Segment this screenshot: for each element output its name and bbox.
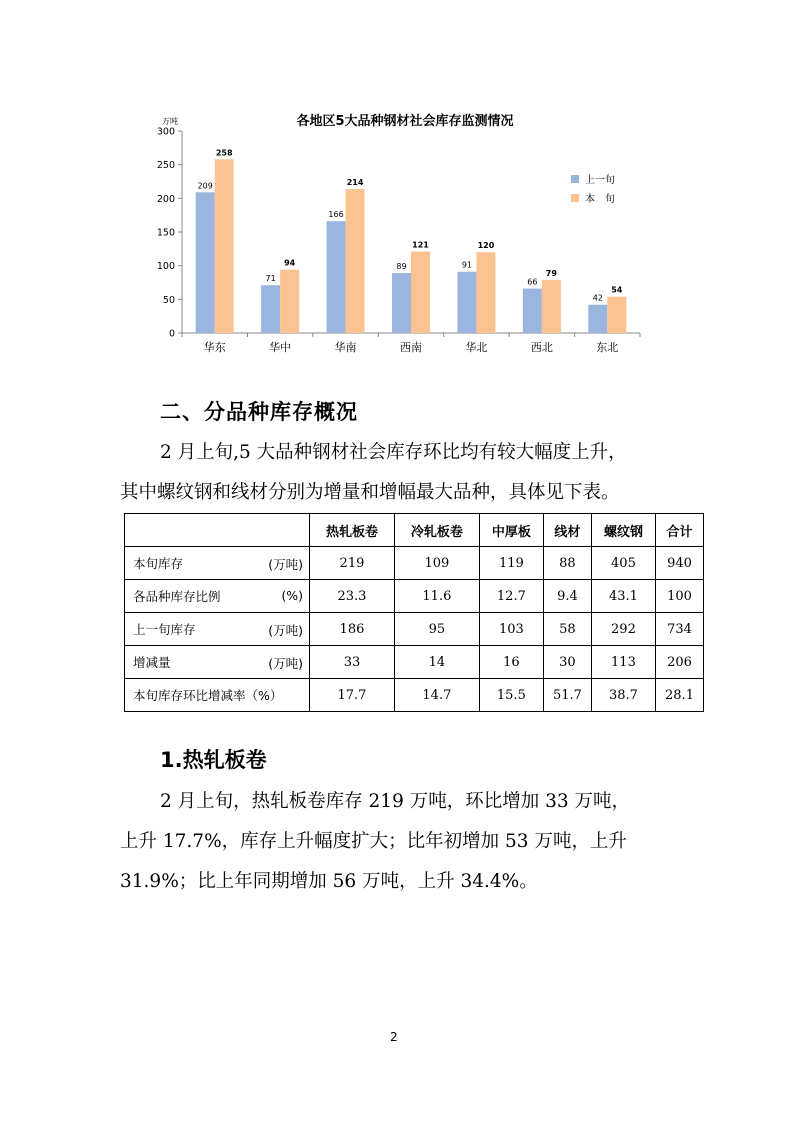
table-row [125, 580, 704, 613]
row-unit: (%) [281, 588, 303, 603]
y-tick-label: 50 [162, 294, 175, 306]
inventory-table [124, 513, 704, 712]
row-label-cell [125, 679, 310, 712]
bar [196, 192, 215, 333]
bar [411, 252, 430, 333]
x-tick-label: 东北 [596, 341, 619, 354]
bar-value-label: 91 [461, 260, 473, 270]
table-cell: 33 [310, 646, 395, 679]
paragraph-line: 2 月上旬,5 大品种钢材社会库存环比均有较大幅度上升， [160, 442, 627, 463]
table-cell: 734 [656, 613, 704, 646]
row-label: 本旬库存环比增减率（%） [133, 688, 283, 703]
bar-value-label: 42 [592, 293, 603, 303]
table-cell: 206 [656, 646, 704, 679]
table-cell: 14 [394, 646, 479, 679]
table-header-cell: 中厚板 [479, 514, 543, 547]
bar-value-label: 66 [527, 277, 538, 287]
table-cell: 103 [479, 613, 543, 646]
table-row [125, 679, 704, 712]
table-cell: 43.1 [591, 580, 655, 613]
table-cell: 51.7 [543, 679, 591, 712]
bar [588, 305, 607, 333]
bar [607, 297, 626, 333]
table-cell: 9.4 [543, 580, 591, 613]
x-tick-label: 华中 [269, 341, 292, 354]
row-label-cell [125, 547, 310, 580]
table-cell: 58 [543, 613, 591, 646]
section-title: 二、分品种库存概况 [160, 400, 358, 424]
row-label: 本旬库存 [133, 556, 184, 571]
bar-value-label: 258 [215, 148, 233, 158]
table-cell: 95 [394, 613, 479, 646]
table-header-cell: 线材 [543, 514, 591, 547]
legend-label: 上一旬 [585, 175, 615, 186]
bar [261, 285, 280, 333]
y-tick-label: 250 [156, 160, 175, 172]
bar [346, 189, 365, 333]
table-header-cell: 冷轧板卷 [394, 514, 479, 547]
paragraph-line: 其中螺纹钢和线材分别为增量和增幅最大品种，具体见下表。 [120, 482, 620, 503]
bar-value-label: 94 [284, 258, 296, 268]
table-cell: 28.1 [656, 679, 704, 712]
bar [457, 272, 476, 333]
table-cell: 88 [543, 547, 591, 580]
table-cell: 23.3 [310, 580, 395, 613]
table-cell: 109 [394, 547, 479, 580]
x-tick-label: 西北 [530, 341, 553, 354]
row-unit: (万吨) [268, 557, 303, 572]
table-cell: 15.5 [479, 679, 543, 712]
chart-title: 各地区5大品种钢材社会库存监测情况 [296, 114, 514, 129]
x-tick-label: 华南 [334, 341, 357, 354]
table-row [125, 646, 704, 679]
row-unit: (万吨) [268, 656, 303, 671]
bar [523, 289, 542, 333]
bar [280, 270, 299, 333]
table-cell: 16 [479, 646, 543, 679]
row-label: 各品种库存比例 [133, 589, 221, 604]
table-cell: 14.7 [394, 679, 479, 712]
x-tick-label: 西南 [400, 341, 422, 354]
table-cell: 405 [591, 547, 655, 580]
bar-value-label: 54 [611, 285, 623, 295]
table-cell: 292 [591, 613, 655, 646]
legend-swatch [571, 194, 579, 202]
table-cell: 219 [310, 547, 395, 580]
table-cell: 11.6 [394, 580, 479, 613]
table-header-cell: 热轧板卷 [310, 514, 395, 547]
y-tick-label: 100 [156, 261, 175, 273]
table-row [125, 547, 704, 580]
bar [476, 252, 495, 333]
table-cell: 100 [656, 580, 704, 613]
bar-value-label: 79 [545, 268, 557, 278]
paragraph-line: 2 月上旬，热轧板卷库存 219 万吨，环比增加 33 万吨， [160, 791, 631, 812]
y-axis-unit: 万吨 [162, 117, 178, 126]
table-header-row [125, 514, 704, 547]
legend-swatch [571, 175, 579, 183]
bar-value-label: 214 [346, 177, 364, 187]
row-label-cell [125, 613, 310, 646]
bar-value-label: 71 [265, 274, 276, 284]
table-cell: 38.7 [591, 679, 655, 712]
row-label: 增减量 [133, 655, 171, 670]
table-header-cell [125, 514, 310, 547]
legend-label: 本 旬 [585, 194, 615, 205]
table-cell: 940 [656, 547, 704, 580]
y-tick-label: 0 [168, 328, 175, 340]
table-cell: 113 [591, 646, 655, 679]
bar [327, 221, 346, 333]
bar [215, 159, 234, 333]
bar [542, 280, 561, 333]
table-header-cell: 合计 [656, 514, 704, 547]
table-cell: 17.7 [310, 679, 395, 712]
bar-value-label: 120 [477, 241, 495, 251]
bar-value-label: 166 [328, 210, 344, 220]
table-cell: 12.7 [479, 580, 543, 613]
bar [392, 273, 411, 333]
y-tick-label: 200 [156, 193, 175, 205]
paragraph-line: 31.9%；比上年同期增加 56 万吨，上升 34.4%。 [120, 871, 538, 892]
row-label: 上一旬库存 [133, 622, 196, 637]
x-tick-label: 华东 [203, 341, 226, 354]
bar-value-label: 209 [197, 181, 213, 191]
row-label-cell [125, 646, 310, 679]
x-tick-label: 华北 [465, 341, 488, 354]
table-cell: 119 [479, 547, 543, 580]
page-number: 2 [390, 1030, 398, 1044]
subsection-title: 1.热轧板卷 [160, 748, 267, 772]
inventory-bar-chart [150, 105, 670, 365]
paragraph-line: 上升 17.7%，库存上升幅度扩大；比年初增加 53 万吨，上升 [120, 831, 627, 852]
bar-value-label: 121 [412, 240, 429, 250]
table-cell: 30 [543, 646, 591, 679]
bar-value-label: 89 [396, 262, 407, 272]
row-label-cell [125, 580, 310, 613]
table-cell: 186 [310, 613, 395, 646]
row-unit: (万吨) [268, 623, 303, 638]
y-tick-label: 300 [156, 126, 175, 138]
table-row [125, 613, 704, 646]
y-tick-label: 150 [156, 227, 175, 239]
table-header-cell: 螺纹钢 [591, 514, 655, 547]
